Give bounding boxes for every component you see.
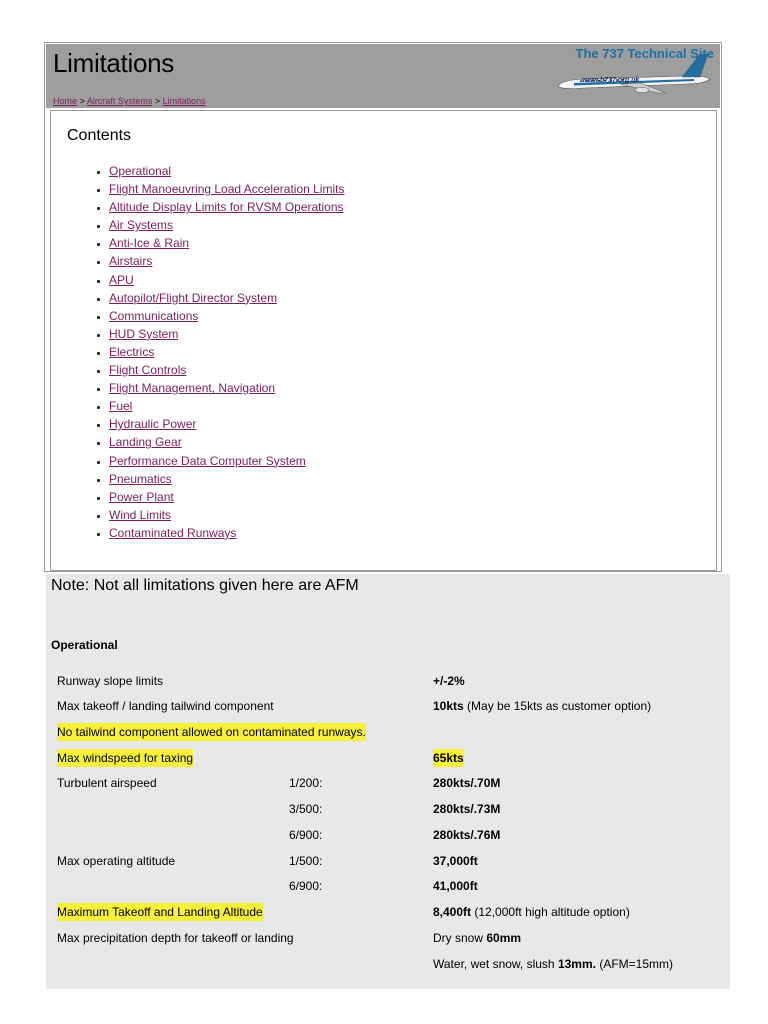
row-sub: 6/900: bbox=[289, 828, 323, 842]
toc-link-hydraulic[interactable]: Hydraulic Power bbox=[109, 417, 197, 432]
row-label: Turbulent airspeed bbox=[57, 776, 157, 790]
list-item bbox=[109, 307, 344, 325]
toc-link-flight-controls[interactable]: Flight Controls bbox=[109, 363, 187, 378]
breadcrumb-home-link[interactable]: Home bbox=[53, 96, 78, 106]
toc-link-air-systems[interactable]: Air Systems bbox=[109, 218, 174, 233]
row-value-bold: +/-2% bbox=[433, 674, 465, 688]
row-sub: 1/500: bbox=[289, 854, 323, 868]
site-logo-text: The 737 Technical Site bbox=[575, 46, 714, 61]
list-item bbox=[109, 162, 344, 180]
toc-link-hud[interactable]: HUD System bbox=[109, 326, 179, 341]
row-value bbox=[433, 672, 465, 690]
toc-link-communications[interactable]: Communications bbox=[109, 308, 199, 323]
row-label-highlighted: No tailwind component allowed on contaminated runways. bbox=[57, 725, 366, 739]
list-item bbox=[109, 433, 344, 451]
breadcrumb-separator: > bbox=[79, 96, 85, 106]
list-item bbox=[109, 234, 344, 252]
row-label: Max takeoff / landing tailwind component bbox=[57, 699, 274, 713]
toc-link-anti-ice[interactable]: Anti-Ice & Rain bbox=[109, 236, 190, 251]
breadcrumb-separator: > bbox=[154, 96, 161, 106]
row-value-pre: Water, wet snow, slush bbox=[433, 957, 558, 971]
toc-link-operational[interactable]: Operational bbox=[109, 164, 172, 178]
toc-link-flight-manoeuvring[interactable]: Flight Manoeuvring Load Acceleration Limits bbox=[109, 182, 345, 197]
row-value-rest: (AFM=15mm) bbox=[595, 957, 673, 971]
list-item bbox=[109, 415, 344, 433]
toc-link-contaminated-runways[interactable]: Contaminated Runways bbox=[109, 525, 237, 540]
row-value bbox=[433, 697, 651, 715]
afm-note: Note: Not all limitations given here are AFM bbox=[51, 577, 359, 594]
row-sub: 6/900: bbox=[289, 879, 323, 893]
row-label: Max precipitation depth for takeoff or landing bbox=[57, 931, 294, 945]
list-item bbox=[109, 524, 344, 542]
row-value-bold: 280kts/.70M bbox=[433, 776, 501, 790]
row-value-bold: 41,000ft bbox=[433, 879, 478, 893]
list-item bbox=[109, 397, 344, 415]
breadcrumb-limitations-link[interactable]: Limitations bbox=[162, 96, 206, 106]
list-item bbox=[109, 470, 344, 488]
toc-link-landing-gear[interactable]: Landing Gear bbox=[109, 435, 182, 450]
row-value-highlighted bbox=[433, 749, 464, 767]
toc-link-pdcs[interactable]: Performance Data Computer System bbox=[109, 453, 306, 468]
row-label-highlighted: Max windspeed for taxing bbox=[57, 751, 194, 765]
row-label: Runway slope limits bbox=[57, 674, 164, 688]
row-value-bold: 10kts bbox=[433, 699, 464, 713]
list-item bbox=[109, 379, 344, 397]
row-value-rest: (12,000ft high altitude option) bbox=[471, 905, 630, 919]
row-value-bold: 280kts/.76M bbox=[433, 828, 501, 842]
page-title: Limitations bbox=[53, 48, 174, 78]
row-label-highlighted: Maximum Takeoff and Landing Altitude bbox=[57, 905, 263, 919]
toc-link-electrics[interactable]: Electrics bbox=[109, 344, 155, 359]
list-item bbox=[109, 180, 344, 198]
list-item bbox=[109, 325, 344, 343]
breadcrumb-aircraft-systems-link[interactable]: Aircraft Systems bbox=[86, 96, 153, 106]
row-sub: 3/500: bbox=[289, 802, 323, 816]
row-value bbox=[433, 877, 478, 895]
row-value-rest: (May be 15kts as customer option) bbox=[463, 699, 652, 713]
contents-title: Contents bbox=[67, 127, 132, 144]
list-item bbox=[109, 216, 344, 234]
row-value-bold: 37,000ft bbox=[433, 854, 478, 868]
contents-box bbox=[50, 110, 717, 571]
list-item bbox=[109, 343, 344, 361]
row-value bbox=[433, 852, 478, 870]
toc-link-airstairs[interactable]: Airstairs bbox=[109, 254, 153, 269]
row-sub: 1/200: bbox=[289, 776, 323, 790]
row-value-pre: Dry snow bbox=[433, 931, 487, 945]
operational-panel bbox=[46, 574, 730, 989]
row-value bbox=[433, 774, 500, 792]
list-item bbox=[109, 506, 344, 524]
list-item bbox=[109, 198, 344, 216]
row-value-bold: 65kts bbox=[433, 751, 464, 765]
list-item bbox=[109, 289, 344, 307]
contents-list bbox=[89, 162, 344, 542]
page-frame bbox=[44, 42, 722, 572]
row-value bbox=[433, 826, 500, 844]
logo-subtext: www.b737.org.uk bbox=[582, 77, 640, 84]
row-value bbox=[433, 800, 500, 818]
list-item bbox=[109, 452, 344, 470]
toc-link-wind-limits[interactable]: Wind Limits bbox=[109, 507, 172, 522]
row-value-bold: 8,400ft bbox=[433, 905, 472, 919]
row-value-bold: 60mm bbox=[486, 931, 522, 945]
toc-link-autopilot[interactable]: Autopilot/Flight Director System bbox=[109, 290, 278, 305]
toc-link-flight-management[interactable]: Flight Management, Navigation bbox=[109, 381, 276, 396]
row-value-bold: 280kts/.73M bbox=[433, 802, 501, 816]
toc-link-apu[interactable]: APU bbox=[109, 272, 134, 287]
list-item bbox=[109, 252, 344, 270]
toc-link-power-plant[interactable]: Power Plant bbox=[109, 489, 174, 504]
list-item bbox=[109, 361, 344, 379]
row-value bbox=[433, 903, 630, 921]
toc-link-pneumatics[interactable]: Pneumatics bbox=[109, 471, 172, 486]
toc-link-fuel[interactable]: Fuel bbox=[109, 399, 133, 414]
list-item bbox=[109, 488, 344, 506]
section-title-operational: Operational bbox=[51, 638, 118, 652]
page-header bbox=[46, 44, 720, 108]
toc-link-altitude-display[interactable]: Altitude Display Limits for RVSM Operations bbox=[109, 200, 344, 215]
breadcrumb bbox=[53, 96, 206, 106]
row-value-bold: 13mm. bbox=[557, 957, 596, 971]
row-value bbox=[433, 955, 673, 973]
list-item bbox=[109, 271, 344, 289]
row-value bbox=[433, 929, 521, 947]
row-label: Max operating altitude bbox=[57, 854, 176, 868]
